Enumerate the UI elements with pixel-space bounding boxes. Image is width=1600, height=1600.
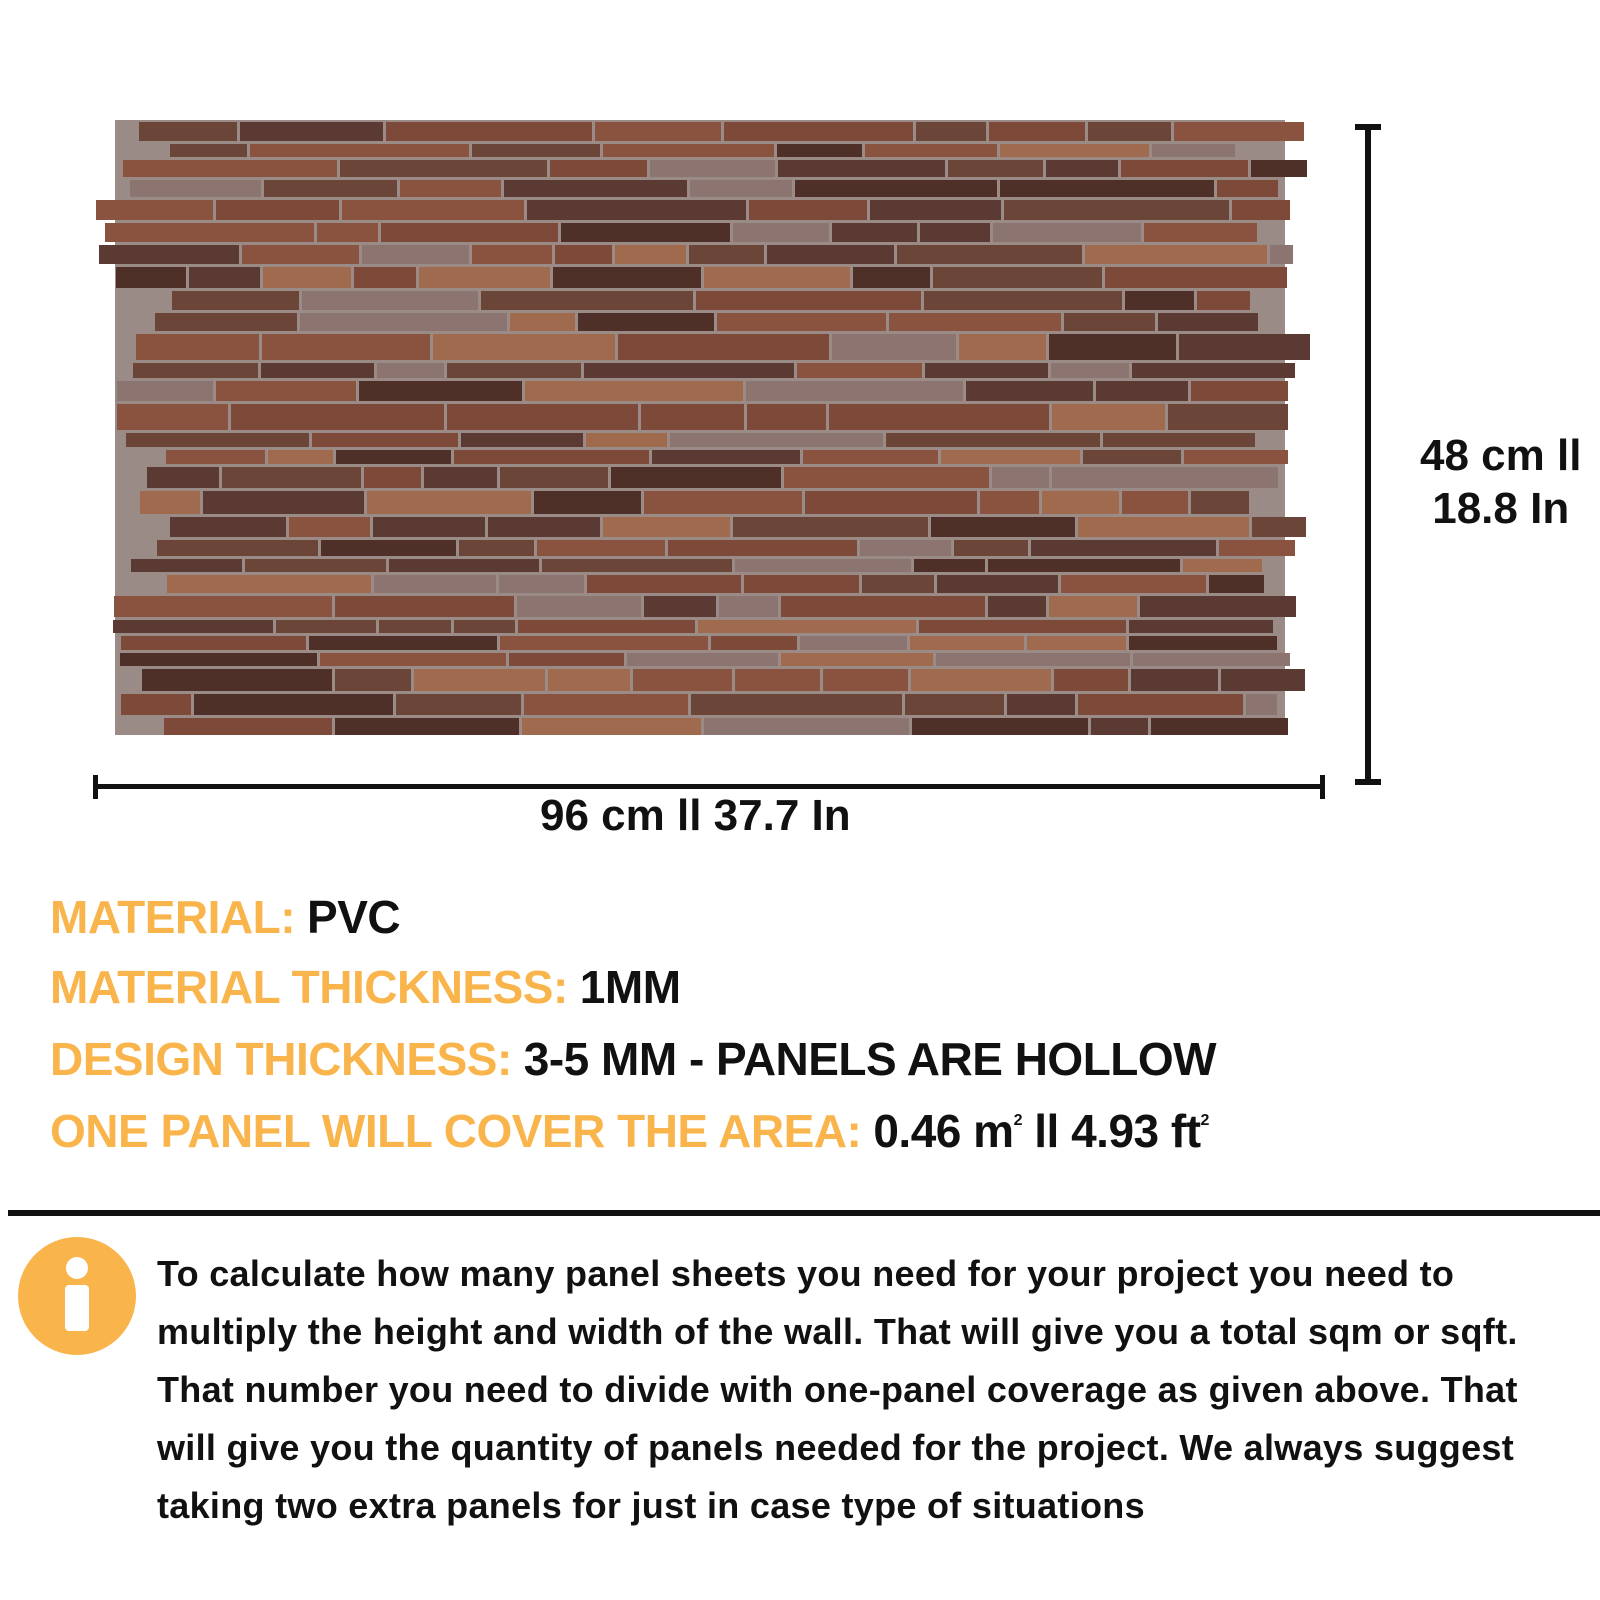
stone-slab <box>733 223 829 242</box>
stone-slab <box>120 653 317 666</box>
stone-slab <box>689 245 764 264</box>
stone-slab <box>472 245 552 264</box>
spec-design-thickness <box>50 1032 1216 1086</box>
stone-slab <box>312 433 458 447</box>
stone-slab <box>518 620 695 633</box>
stone-slab <box>537 540 665 556</box>
stone-slab <box>1078 517 1249 537</box>
stone-slab <box>992 467 1049 488</box>
spec-design-key: DESIGN THICKNESS: <box>50 1033 512 1085</box>
stone-slab <box>510 313 575 331</box>
stone-slab <box>1004 200 1229 220</box>
stone-slab <box>912 718 1088 735</box>
stone-slab <box>1096 381 1188 401</box>
stone-slab <box>170 144 247 157</box>
spec-thickness <box>50 960 681 1014</box>
stone-slab <box>116 267 186 288</box>
stone-slab <box>937 575 1058 593</box>
stone-slab <box>797 363 922 378</box>
stone-slab <box>650 160 775 177</box>
stone-slab <box>172 291 299 310</box>
stone-slab <box>525 381 743 401</box>
stone-slab <box>690 180 792 197</box>
stone-slab <box>1252 517 1306 537</box>
stone-slab <box>733 517 928 537</box>
stone-slab <box>381 223 558 242</box>
stone-slab <box>157 540 318 556</box>
spec-area <box>50 1104 1209 1158</box>
stone-slab <box>1151 718 1288 735</box>
stone-slab <box>933 267 1102 288</box>
stone-slab <box>931 517 1075 537</box>
stone-slab <box>860 540 951 556</box>
stone-slab <box>652 450 800 464</box>
stone-slab <box>911 669 1051 691</box>
stone-slab <box>240 122 383 141</box>
stone-slab <box>1078 694 1243 715</box>
stone-slab <box>1251 160 1307 177</box>
stone-slab <box>735 559 911 572</box>
stone-slab <box>1121 160 1248 177</box>
stone-slab <box>1103 433 1255 447</box>
stone-slab <box>853 267 930 288</box>
stone-slab <box>704 267 850 288</box>
stone-slab <box>302 291 478 310</box>
stone-slab <box>459 540 534 556</box>
stone-slab <box>749 200 867 220</box>
stone-slab <box>948 160 1043 177</box>
stone-slab <box>189 267 260 288</box>
stone-slab <box>454 450 649 464</box>
stone-slab <box>114 596 332 617</box>
stone-slab <box>954 540 1028 556</box>
stone-slab <box>862 575 934 593</box>
stone-slab <box>777 144 862 157</box>
stone-slab <box>633 669 732 691</box>
stone-slab <box>377 363 444 378</box>
stone-slab <box>96 200 213 220</box>
info-paragraph: To calculate how many panel sheets you need for your project you need to multiply the height and width of the wall. That will give you a total sqm or sqft. That number you need to divide with one-panel coverage as given above. That will give you the quantity of panels needed for the project. We always suggest taking two extra panels for just in case type of situations <box>157 1253 1518 1526</box>
stone-slab <box>1184 450 1288 464</box>
stone-slab <box>509 653 624 666</box>
stone-slab <box>1052 404 1165 430</box>
stone-slab <box>379 620 451 633</box>
stone-slab <box>364 467 421 488</box>
stone-slab <box>603 144 774 157</box>
spec-material-key: MATERIAL: <box>50 891 296 943</box>
stone-slab <box>99 245 239 264</box>
stone-slab <box>222 467 361 488</box>
stone-slab <box>1131 669 1218 691</box>
stone-slab <box>389 559 539 572</box>
stone-slab <box>123 160 337 177</box>
stone-slab <box>117 381 213 401</box>
stone-slab <box>194 694 393 715</box>
stone-slab <box>618 334 829 360</box>
stone-slab <box>216 200 339 220</box>
stone-slab <box>803 450 938 464</box>
stone-slab <box>342 200 524 220</box>
stone-slab <box>910 636 1024 650</box>
width-dimension-cap-right <box>1320 775 1325 799</box>
stone-slab <box>1000 180 1214 197</box>
stone-slab <box>527 200 746 220</box>
stone-slab <box>1246 694 1277 715</box>
stone-slab <box>400 180 501 197</box>
area-metric: 0.46 m <box>873 1105 1014 1157</box>
stone-slab <box>263 267 351 288</box>
stone-slab <box>704 718 909 735</box>
stone-slab <box>499 575 584 593</box>
stone-slab <box>242 245 359 264</box>
stone-slab <box>603 517 730 537</box>
stone-slab <box>1144 223 1257 242</box>
stone-slab <box>139 122 237 141</box>
stone-slab <box>724 122 913 141</box>
stone-slab <box>584 363 794 378</box>
stone-slab <box>919 620 1126 633</box>
stone-slab <box>1083 450 1181 464</box>
spec-area-value <box>873 1105 1209 1157</box>
height-dimension-line <box>1365 126 1371 782</box>
stone-slab <box>1158 313 1258 331</box>
stone-slab <box>126 433 309 447</box>
stone-slab <box>317 223 378 242</box>
stone-slab <box>359 381 522 401</box>
stone-slab <box>829 404 1049 430</box>
stone-slab <box>454 620 515 633</box>
stone-slab <box>784 467 989 488</box>
stone-slab <box>1133 653 1290 666</box>
stone-slab <box>747 404 826 430</box>
stone-slab <box>261 363 374 378</box>
stone-slab <box>886 433 1100 447</box>
stone-slab <box>916 122 986 141</box>
stone-slab <box>691 694 902 715</box>
stone-slab <box>268 450 333 464</box>
stone-slab <box>1027 636 1126 650</box>
stone-slab <box>203 491 364 514</box>
stone-slab <box>832 334 956 360</box>
stone-slab <box>1197 291 1250 310</box>
width-label: 96 cm ll 37.7 In <box>540 791 851 840</box>
stone-slab <box>1088 122 1171 141</box>
stone-slab <box>1270 245 1293 264</box>
stone-slab <box>245 559 386 572</box>
area-imperial-exp: 2 <box>1200 1112 1209 1129</box>
stone-slab <box>1091 718 1148 735</box>
stone-slab <box>1125 291 1194 310</box>
stone-slab <box>1122 491 1188 514</box>
stone-slab <box>668 540 857 556</box>
stone-slab <box>897 245 1082 264</box>
stone-slab <box>993 223 1141 242</box>
stone-slab <box>924 291 1122 310</box>
stone-slab <box>1000 144 1149 157</box>
stone-slab <box>130 180 261 197</box>
stone-slab <box>433 334 615 360</box>
stone-slab <box>121 694 191 715</box>
stone-slab <box>627 653 778 666</box>
stone-slab <box>832 223 917 242</box>
spec-thickness-value: 1MM <box>579 961 681 1013</box>
stone-slab <box>340 160 547 177</box>
stone-slab <box>711 636 797 650</box>
stone-slab <box>781 653 933 666</box>
stone-slab <box>865 144 997 157</box>
stone-slab <box>1183 559 1262 572</box>
stone-slab <box>534 491 641 514</box>
stone-slab <box>354 267 416 288</box>
stone-slab <box>481 291 693 310</box>
stone-slab <box>362 245 469 264</box>
stone-slab <box>170 517 286 537</box>
stone-slab <box>889 313 1061 331</box>
stone-slab <box>386 122 592 141</box>
area-imperial: ll 4.93 ft <box>1021 1105 1201 1157</box>
section-divider <box>8 1210 1600 1216</box>
stone-slab <box>595 122 721 141</box>
stone-slab <box>396 694 521 715</box>
stone-slab <box>517 596 641 617</box>
stone-slab <box>524 694 688 715</box>
stone-slab <box>870 200 1001 220</box>
stone-slab <box>1085 245 1267 264</box>
stone-panel-image <box>95 120 1315 735</box>
stone-slab <box>778 160 945 177</box>
stone-slab <box>142 669 332 691</box>
stone-slab <box>611 467 781 488</box>
stone-slab <box>925 363 1048 378</box>
stone-slab <box>262 334 430 360</box>
stone-slab <box>321 540 456 556</box>
stone-slab <box>920 223 990 242</box>
stone-slab <box>1174 122 1304 141</box>
stone-slab <box>1140 596 1296 617</box>
stone-slab <box>133 363 258 378</box>
stone-slab <box>500 636 708 650</box>
stone-slab <box>1051 363 1129 378</box>
stone-slab <box>805 491 977 514</box>
stone-slab <box>320 653 506 666</box>
stone-slab <box>744 575 859 593</box>
stone-slab <box>966 381 1093 401</box>
stone-slab <box>587 575 741 593</box>
stone-slab <box>1179 334 1310 360</box>
stone-slab <box>555 245 612 264</box>
stone-slab <box>216 381 356 401</box>
stone-slab <box>117 404 228 430</box>
stone-slab <box>1105 267 1287 288</box>
stone-slab <box>167 575 371 593</box>
stone-slab <box>1168 404 1288 430</box>
stone-slab <box>698 620 916 633</box>
spec-material-value: PVC <box>307 891 401 943</box>
stone-slab <box>300 313 507 331</box>
stone-slab <box>522 718 701 735</box>
stone-slab <box>644 491 802 514</box>
stone-slab <box>1049 596 1137 617</box>
stone-slab <box>1031 540 1216 556</box>
stone-slab <box>105 223 314 242</box>
width-dimension-cap-left <box>93 775 98 799</box>
stone-slab <box>795 180 997 197</box>
stone-slab <box>447 363 581 378</box>
stone-slab <box>719 596 778 617</box>
stone-slab <box>335 596 514 617</box>
stone-slab <box>289 517 370 537</box>
stone-slab <box>746 381 963 401</box>
stone-slab <box>1217 180 1278 197</box>
stone-slab <box>615 245 686 264</box>
stone-slab <box>644 596 716 617</box>
stone-slab <box>542 559 732 572</box>
stone-slab <box>717 313 886 331</box>
spec-thickness-key: MATERIAL THICKNESS: <box>50 961 568 1013</box>
stone-slab <box>335 718 519 735</box>
width-dimension-line <box>95 784 1323 789</box>
stone-slab <box>419 267 550 288</box>
stone-slab <box>136 334 259 360</box>
stone-slab <box>276 620 376 633</box>
stone-slab <box>166 450 265 464</box>
stone-slab <box>164 718 332 735</box>
stone-slab <box>472 144 600 157</box>
stone-slab <box>373 517 485 537</box>
stone-slab <box>1061 575 1206 593</box>
stone-slab <box>1064 313 1155 331</box>
stone-slab <box>504 180 687 197</box>
stone-slab <box>147 467 219 488</box>
stone-slab <box>1232 200 1290 220</box>
stone-slab <box>1054 669 1128 691</box>
spec-area-key: ONE PANEL WILL COVER THE AREA: <box>50 1105 862 1157</box>
stone-slab <box>959 334 1046 360</box>
stone-slab <box>488 517 600 537</box>
stone-slab <box>941 450 1080 464</box>
stone-slab <box>548 669 630 691</box>
stone-slab <box>781 596 985 617</box>
stone-slab <box>113 620 273 633</box>
stone-slab <box>367 491 531 514</box>
stone-slab <box>500 467 608 488</box>
stone-slab <box>550 160 647 177</box>
stone-slab <box>1152 144 1235 157</box>
spec-material <box>50 890 400 944</box>
stone-slab <box>424 467 497 488</box>
stone-slab <box>121 636 306 650</box>
stone-slab <box>988 596 1046 617</box>
height-label: 48 cm ll 18.8 In <box>1420 431 1582 533</box>
stone-slab <box>1209 575 1264 593</box>
stone-slab <box>447 404 638 430</box>
stone-slab <box>1042 491 1119 514</box>
stone-slab <box>641 404 744 430</box>
stone-slab <box>696 291 921 310</box>
stone-slab <box>936 653 1130 666</box>
stone-slab <box>1129 620 1273 633</box>
stone-slab <box>1129 636 1277 650</box>
stone-slab <box>1221 669 1305 691</box>
stone-slab <box>988 559 1180 572</box>
stone-slab <box>131 559 242 572</box>
height-dimension-cap-top <box>1355 124 1381 130</box>
stone-slab <box>336 450 451 464</box>
stone-slab <box>309 636 497 650</box>
stone-slab <box>670 433 883 447</box>
stone-slab <box>800 636 907 650</box>
stone-slab <box>155 313 297 331</box>
stone-slab <box>140 491 200 514</box>
stone-slab <box>1052 467 1278 488</box>
stone-slab <box>914 559 985 572</box>
stone-slab <box>989 122 1085 141</box>
stone-slab <box>1132 363 1295 378</box>
area-metric-exp: 2 <box>1013 1112 1022 1129</box>
stone-slab <box>1046 160 1118 177</box>
stone-slab <box>980 491 1039 514</box>
stone-slab <box>735 669 820 691</box>
stone-slab <box>1191 491 1249 514</box>
stone-slab <box>561 223 730 242</box>
stone-slab <box>1191 381 1288 401</box>
stone-slab <box>414 669 545 691</box>
stone-slab <box>335 669 411 691</box>
height-dimension-cap-bottom <box>1355 779 1381 785</box>
stone-slab <box>823 669 908 691</box>
stone-slab <box>578 313 714 331</box>
stone-slab <box>461 433 583 447</box>
stone-slab <box>231 404 444 430</box>
info-icon <box>18 1237 136 1355</box>
stone-slab <box>586 433 667 447</box>
stone-slab <box>264 180 397 197</box>
stone-slab <box>374 575 496 593</box>
stone-slab <box>905 694 1004 715</box>
stone-slab <box>1049 334 1176 360</box>
stone-slab <box>250 144 469 157</box>
stone-slab <box>767 245 894 264</box>
stone-slab <box>1219 540 1295 556</box>
stone-slab <box>1007 694 1075 715</box>
stone-slab <box>553 267 701 288</box>
spec-design-value: 3-5 MM - PANELS ARE HOLLOW <box>523 1033 1217 1085</box>
